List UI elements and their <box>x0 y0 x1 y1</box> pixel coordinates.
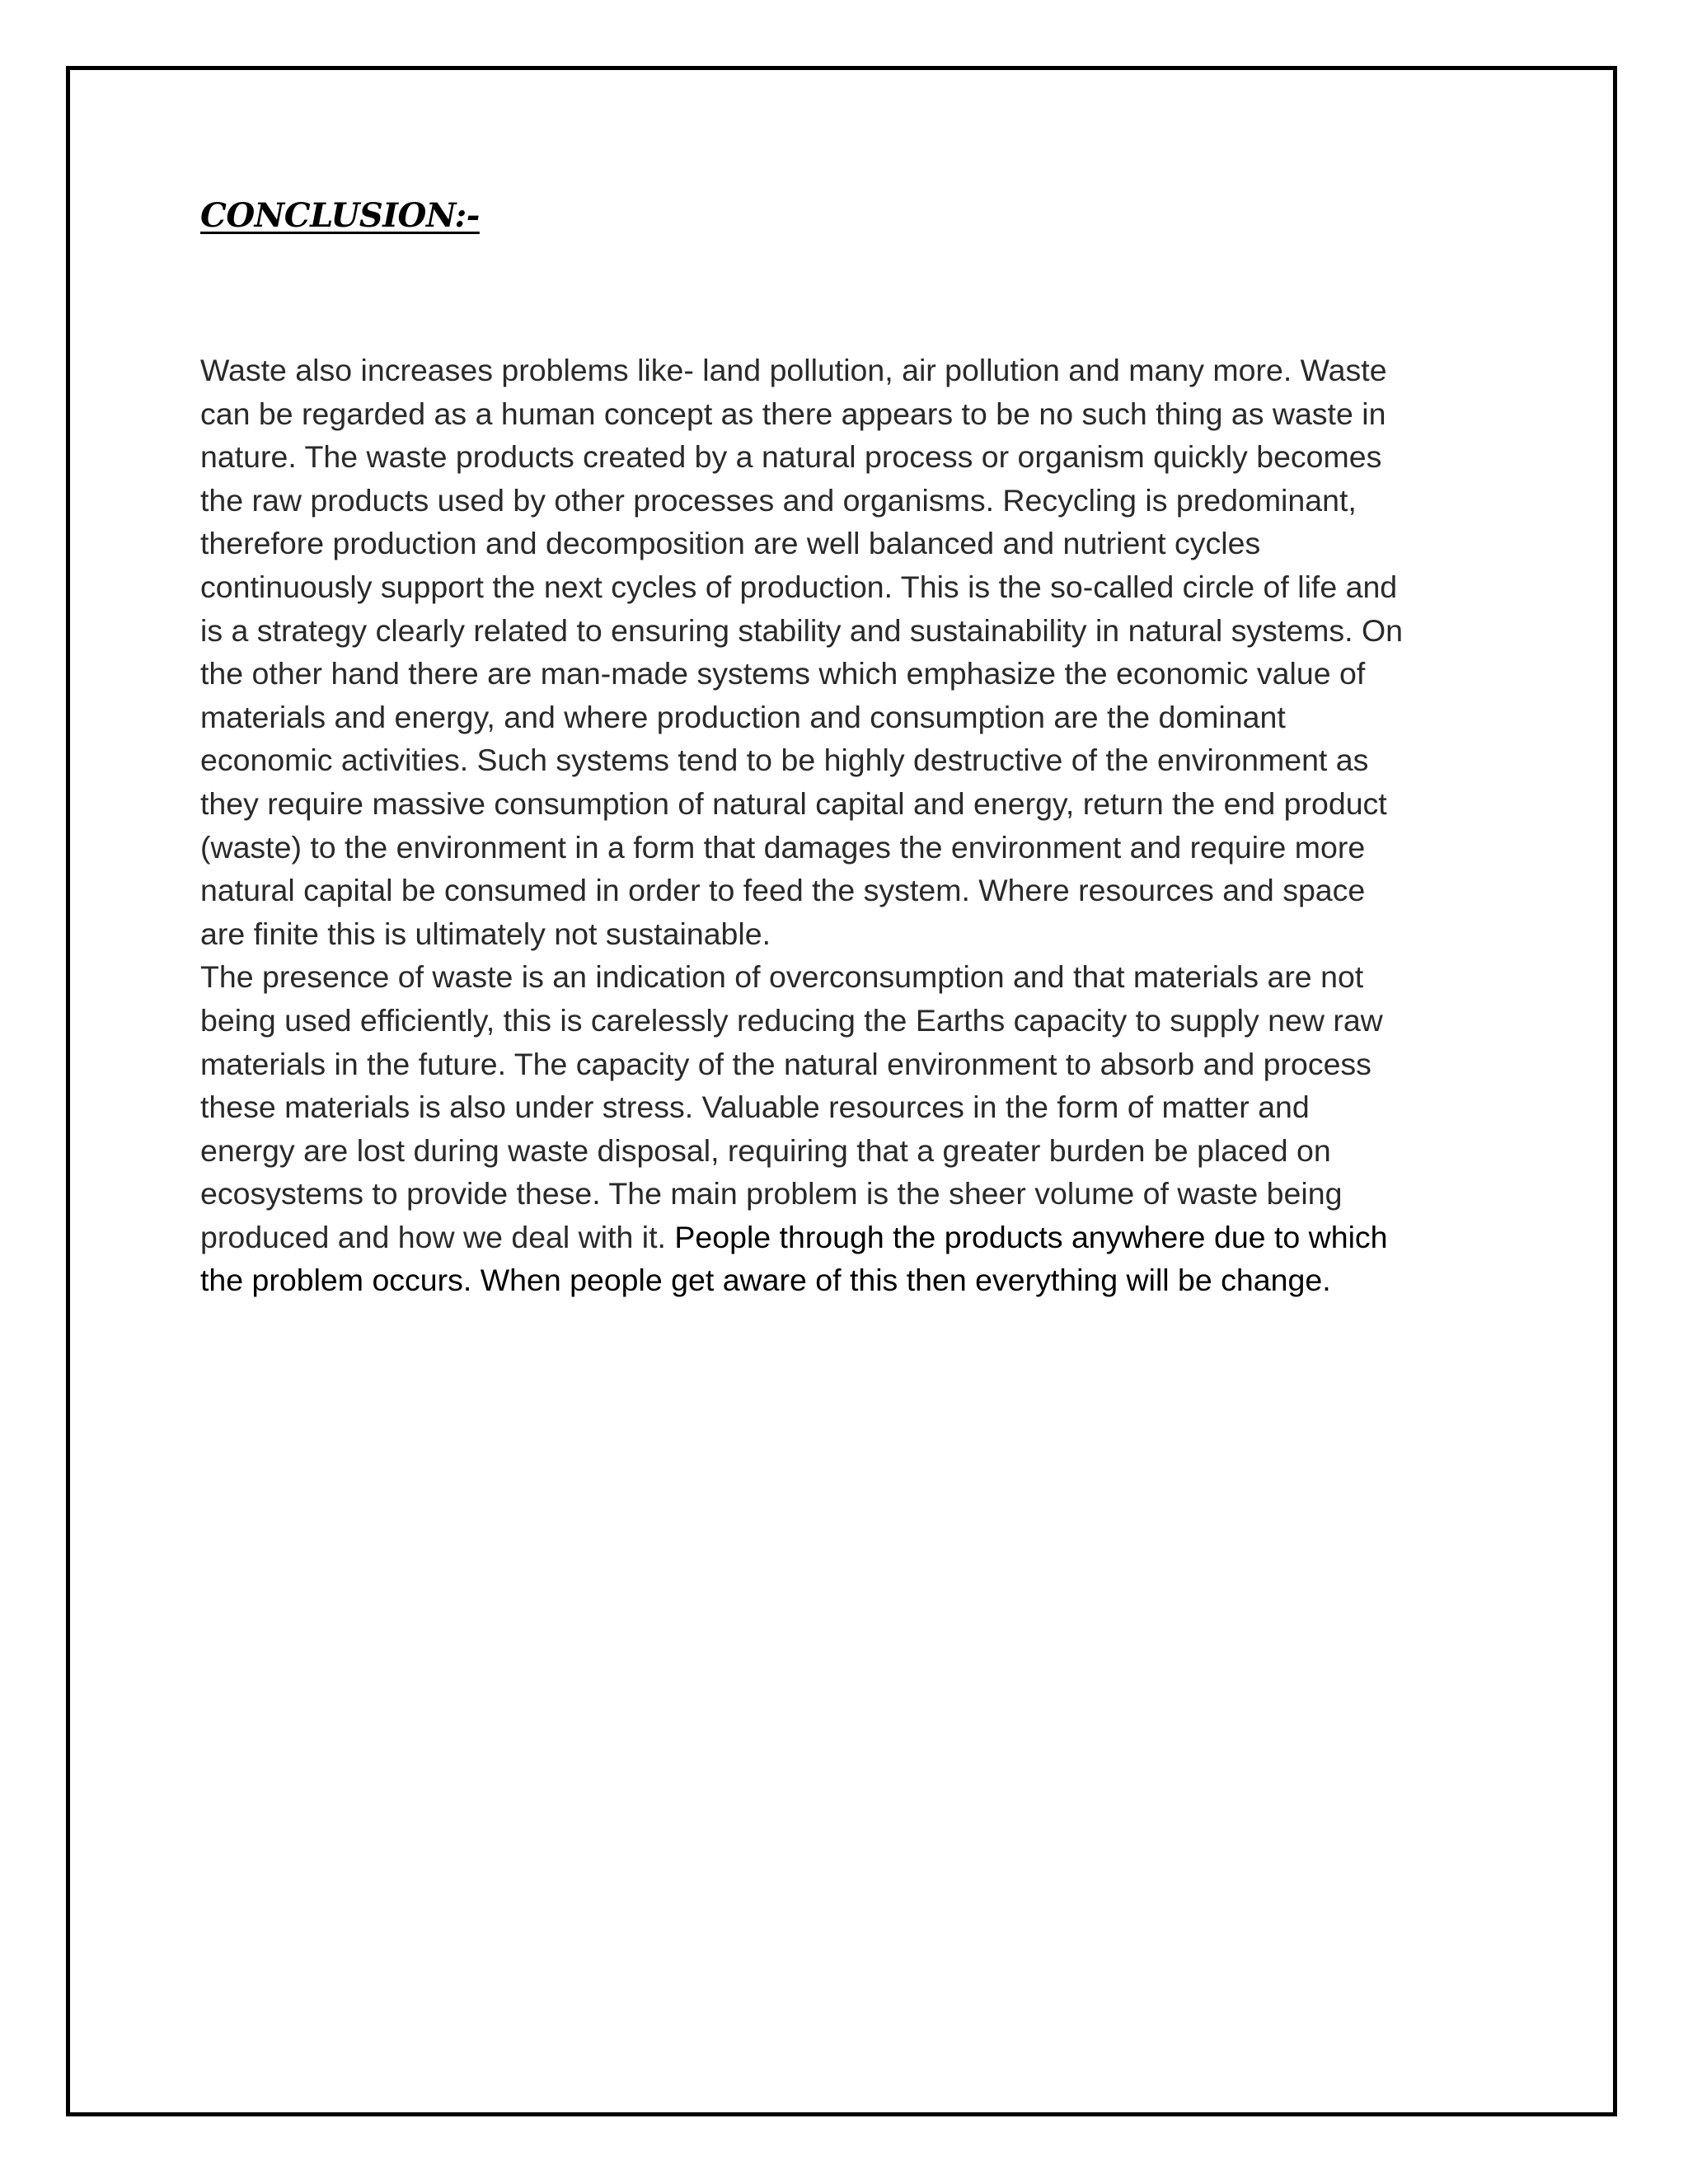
conclusion-heading: CONCLUSION:- <box>200 196 480 235</box>
paragraph-2: The presence of waste is an indication of overconsumption and that materials are not being used efficiently, this is carelessly reducing the Earths capacity to supply new raw materials in the future. The capacity of the natural environment to absorb and process these materials is also under stress. Valuable resources in the form of matter and energy are lost during waste disposal, requiring that a greater burden be placed on ecosystems to provide these. The main problem is the sheer volume of waste being produced and how we deal with it. <box>200 959 1383 1254</box>
paragraph-1: Waste also increases problems like- land pollution, air pollution and many more. Waste can be regarded as a human concept as there appears to be no such thing as waste in nature. The waste products created by a natural process or organism quickly becomes the raw products used by other processes and organisms. Recycling is predominant, therefore production and decomposition are well balanced and nutrient cycles continuously support the next cycles of production. This is the so-called circle of life and is a strategy clearly related to ensuring stability and sustainability in natural systems. On the other hand there are man-made systems which emphasize the economic value of materials and energy, and where production and consumption are the dominant economic activities. Such systems tend to be highly destructive of the environment as they require massive consumption of natural capital and energy, return the end product (waste) to the environment in a form that damages the environment and require more natural capital be consumed in order to feed the system. Where resources and space are finite this is ultimately not sustainable. <box>200 353 1404 951</box>
conclusion-body <box>200 349 1511 1302</box>
paragraph-2-closing: People through the products anywhere due to which the problem occurs. When people get aware of this then everything will be change. <box>200 1219 1388 1298</box>
